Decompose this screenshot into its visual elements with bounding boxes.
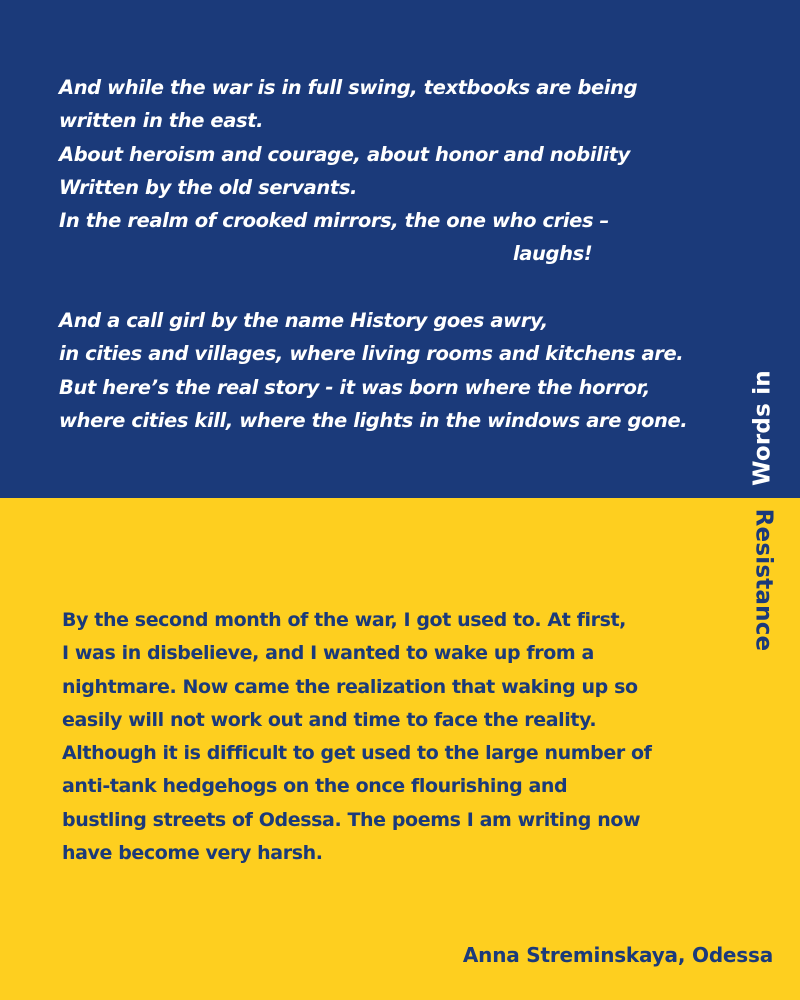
poem-block (59, 71, 699, 437)
poem-line: But here’s the real story - it was born where the horror, (59, 375, 650, 399)
poem-line: in cities and villages, where living rooms and kitchens are. (59, 342, 684, 366)
prose-line: I was in disbelieve, and I wanted to wake up from a (62, 642, 594, 665)
prose-line: bustling streets of Odessa. The poems I am writing now (62, 808, 641, 831)
poem-line: In the realm of crooked mirrors, the one who cries – (59, 209, 609, 233)
prose-line: Although it is difficult to get used to the large number of (62, 742, 652, 765)
author-credit: Anna Streminskaya, Odessa (462, 943, 773, 967)
side-title-part1: Words in (749, 369, 776, 486)
poem-line: where cities kill, where the lights in the windows are gone. (59, 408, 688, 432)
prose-line: easily will not work out and time to face the reality. (62, 708, 597, 731)
poem-line: About heroism and courage, about honor and nobility (59, 142, 630, 166)
prose-block (62, 604, 702, 870)
poem-line: written in the east. (59, 109, 264, 133)
poem-line: Written by the old servants. (59, 175, 358, 199)
prose-line: anti-tank hedgehogs on the once flourishing and (62, 775, 568, 798)
poem-line: And while the war is in full swing, textbooks are being (59, 76, 638, 99)
prose-line: By the second month of the war, I got used to. At first, (62, 609, 626, 631)
stanza-break (59, 271, 699, 304)
side-title-words-in (738, 365, 788, 490)
poem-line: And a call girl by the name History goes awry, (59, 309, 548, 333)
side-title-part2: Resistance (750, 508, 777, 652)
poem-line-indented: laughs! (513, 242, 593, 266)
prose-line: nightmare. Now came the realization that waking up so (62, 675, 638, 698)
prose-line: have become very harsh. (62, 842, 323, 865)
side-title-resistance (738, 505, 788, 655)
